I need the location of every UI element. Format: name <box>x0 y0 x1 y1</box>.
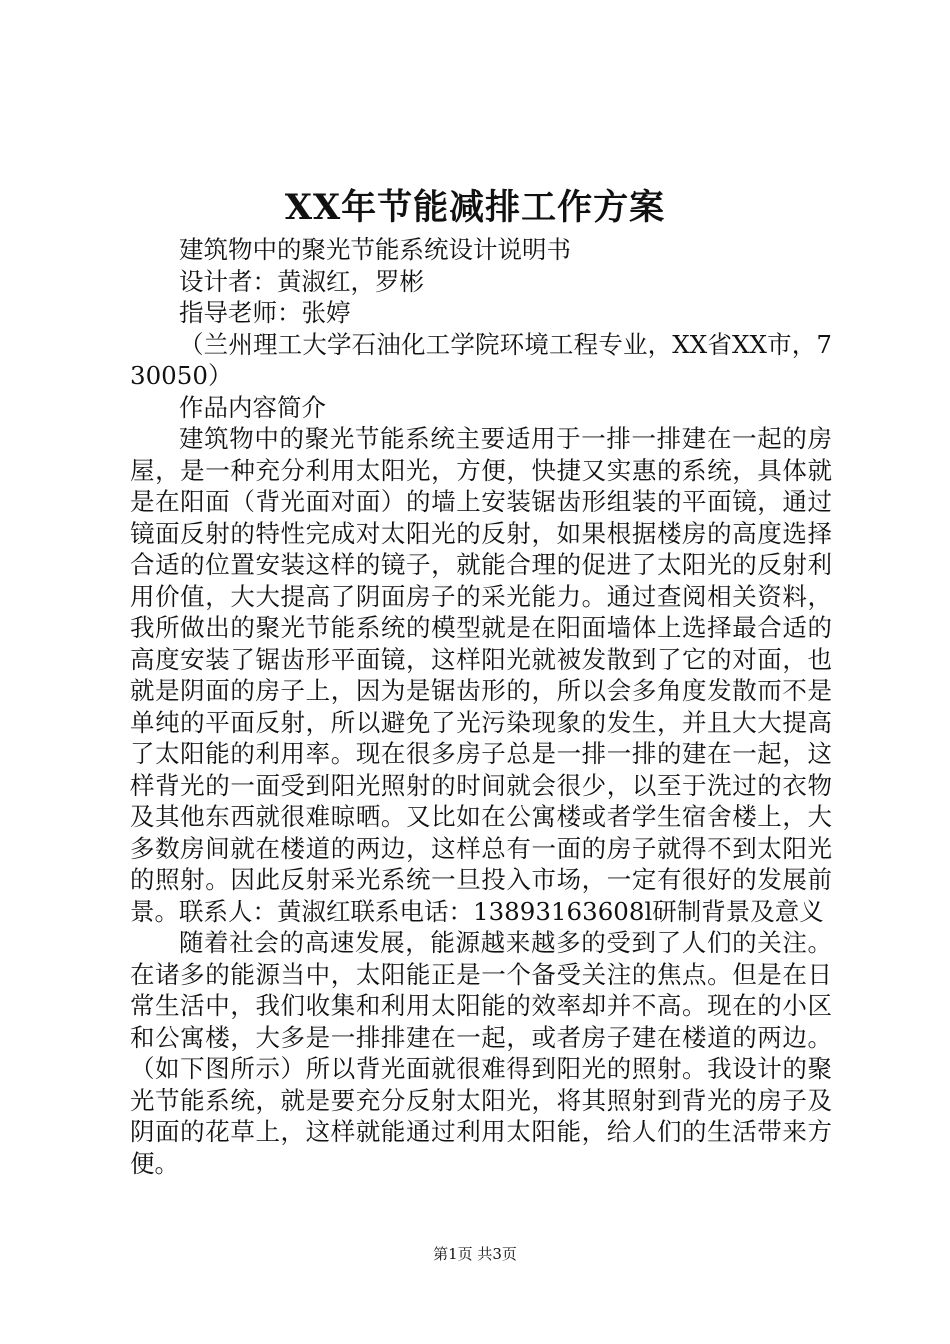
designers-paragraph: 设计者：黄淑红，罗彬 <box>179 266 424 296</box>
document-body <box>130 234 832 1179</box>
section-heading-intro: 作品内容简介 <box>179 392 326 422</box>
body-paragraph: 建筑物中的聚光节能系统主要适用于一排一排建在一起的房屋，是一种充分利用太阳光，方便，快捷又实惠的系统，具体就是在阳面（背光面对面）的墙上安装锯齿形组装的平面镜，通过镜面反射的特性完成对太阳光的反射，如果根据楼房的高度选择合适的位置安装这样的镜子，就能合理的促进了太阳光的反射利用价值，大大提高了阴面房子的采光能力。通过查阅相关资料，我所做出的聚光节能系统的模型就是在阳面墙体上选择最合适的高度安装了锯齿形平面镜，这样阳光就被发散到了它的对面，也就是阴面的房子上，因为是锯齿形的，所以会多角度发散而不是单纯的平面反射，所以避免了光污染现象的发生，并且大大提高了太阳能的利用率。现在很多房子总是一排一排的建在一起，这样背光的一面受到阳光照射的时间就会很少，以至于洗过的衣物及其他东西就很难晾晒。又比如在公寓楼或者学生宿舍楼上，大多数房间就在楼道的两边，这样总有一面的房子就得不到太阳光的照射。因此反射采光系统一旦投入市场，一定有很好的发展前景。联系人：黄淑红联系电话：13893163608l研制背景及意义 <box>130 424 832 926</box>
page-footer: 第1页 共3页 <box>433 1245 517 1263</box>
body-paragraph: 随着社会的高速发展，能源越来越多的受到了人们的关注。在诸多的能源当中，太阳能正是一个备受关注的焦点。但是在日常生活中，我们收集和利用太阳能的效率却并不高。现在的小区和公寓楼，大多是一排排建在一起，或者房子建在楼道的两边。（如下图所示）所以背光面就很难得到阳光的照射。我设计的聚光节能系统，就是要充分反射太阳光，将其照射到背光的房子及阴面的花草上，这样就能通过利用太阳能，给人们的生活带来方便。 <box>130 928 832 1178</box>
advisor-paragraph: 指导老师：张婷 <box>179 298 351 327</box>
document-title: XX年节能减排工作方案 <box>284 187 666 228</box>
affiliation-paragraph: （兰州理工大学石油化工学院环境工程专业，XX省XX市，730050） <box>130 329 832 390</box>
subtitle-paragraph: 建筑物中的聚光节能系统设计说明书 <box>179 235 571 264</box>
